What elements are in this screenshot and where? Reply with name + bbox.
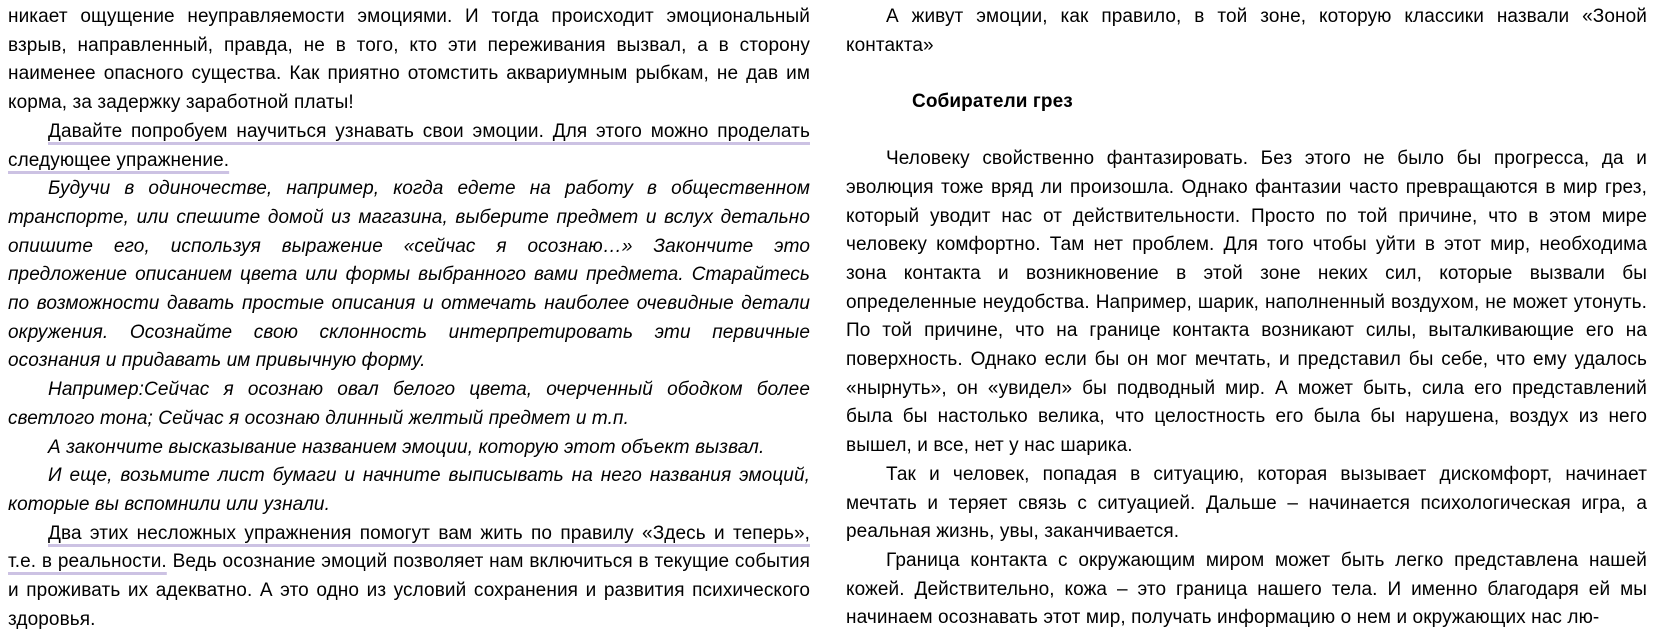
paragraph [8,376,810,433]
paragraph [8,118,810,175]
paragraph [846,547,1647,633]
body-text: Ведь осознание эмоций позволяет нам включиться в текущие события и проживать их адекватно. А это одно из условий сохранения и развития психического здоровья. [8,551,810,630]
body-text: Будучи в одиночестве, например, когда едете на работу в общественном транспорте, или спешите домой из магазина, выберите предмет и вслух детально опишите его, используя выражение «сейчас я осознаю…» Закончите это предложение описанием цвета или формы выбранного вами предмета. Старайтесь по возможности давать простые описания и отмечать наиболее очевидные детали окружения. Осознайте свою склонность интерпретировать эти первичные осознания и придавать им привычную форму. [8,178,810,372]
body-text: И еще, возьмите лист бумаги и начните выписывать на него названия эмоций, которые вы вспомнили или узнали. [8,465,810,515]
paragraph [846,145,1647,461]
paragraph [8,434,810,463]
left-page [8,3,810,634]
paragraph [8,520,810,634]
paragraph [846,3,1647,60]
body-text: Так и человек, попадая в ситуацию, которая вызывает дискомфорт, начинает мечтать и теряет связь с ситуацией. Дальше – начинается психологическая игра, а реальная жизнь, увы, заканчивается. [846,463,1647,543]
underlined-text: Давайте попробуем научиться узнавать свои эмоции. Для этого можно проделать следующее упражнение. [8,120,810,171]
paragraph [8,462,810,519]
body-text: Например:Сейчас я осознаю овал белого цвета, очерченный ободком более светлого тона; Сейчас я осознаю длинный желтый предмет и т.п. [8,379,810,429]
section-heading: Собиратели грез [912,91,1073,113]
body-text: А живут эмоции, как правило, в той зоне, которую классики назвали «Зоной контакта» [846,6,1647,56]
underlined-text: Два этих несложных упражнения помогут вам жить по правилу «Здесь и теперь», т.е. в реальности. [8,522,810,573]
paragraph [846,461,1647,547]
paragraph [8,3,810,118]
right-page [846,3,1647,633]
body-text: А закончите высказывание названием эмоции, которую этот объект вызвал. [48,436,765,458]
body-text: никает ощущение неуправляемости эмоциями. И тогда происходит эмоциональный взрыв, направленный, правда, не в того, кто эти переживания вызвал, а в сторону наименее опасного существа. Как приятно отомстить аквариумным рыбкам, не дав им корма, за задержку заработной платы! [8,6,810,114]
body-text: Человеку свойственно фантазировать. Без этого не было бы прогресса, да и эволюция тоже вряд ли произошла. Однако фантазии часто превращаются в мир грез, который уводит нас от действительности. Просто по той причине, что в этом мире человеку комфортно. Там нет проблем. Для того чтобы уйти в этот мир, необходима зона контакта и возникновение в этой зоне неких сил, которые вызвали бы определенные неудобства. Например, шарик, наполненный воздухом, не может утонуть. По той причине, что на границе контакта возникают силы, выталкивающие его на поверхность. Однако если бы он мог мечтать, и представил бы себе, что ему удалось «нырнуть», он «увидел» бы подводный мир. А может быть, сила его представлений была бы настолько велика, что целостность его была бы нарушена, воздух из него вышел, и все, нет у нас шарика. [846,148,1647,457]
paragraph [8,175,810,376]
body-text: Граница контакта с окружающим миром может быть легко представлена нашей кожей. Действительно, кожа – это граница нашего тела. И именно благодаря ей мы начинаем осознавать этот мир, получать информацию о нем и окружающих нас лю- [846,549,1647,629]
